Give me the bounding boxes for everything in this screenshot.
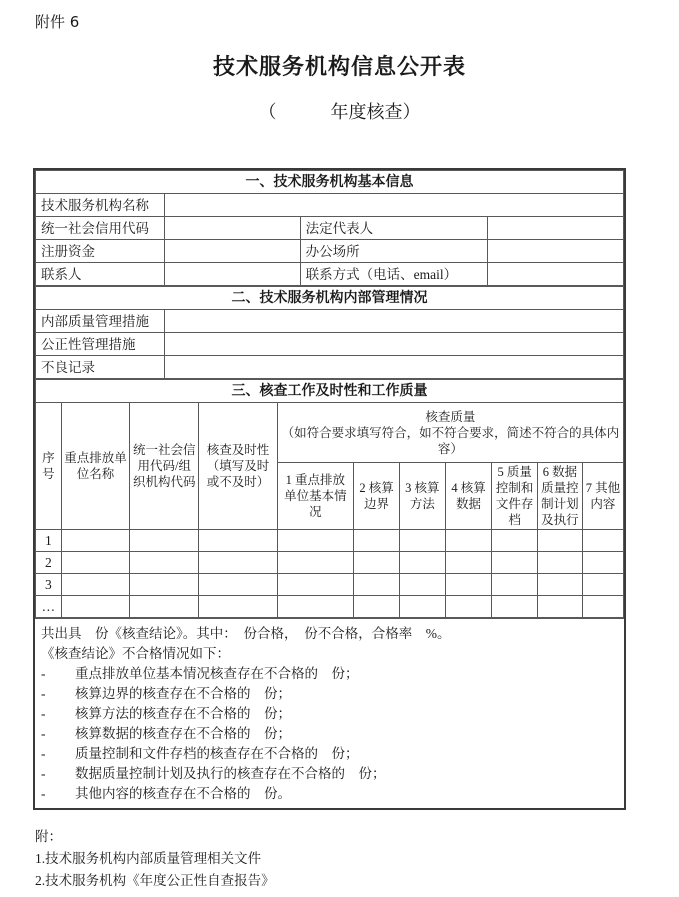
bullet-dash: - xyxy=(41,786,46,801)
empty-cell xyxy=(399,530,445,552)
bad-record-value-cell xyxy=(164,356,623,379)
subcol-data-header: 4 核算数据 xyxy=(445,463,491,530)
empty-cell xyxy=(445,530,491,552)
impartiality-measures-label: 公正性管理措施 xyxy=(36,333,165,356)
notes-title: 附： xyxy=(35,829,62,844)
col-unit-name-header: 重点排放单位名称 xyxy=(61,403,129,530)
summary-fail-intro: 《核查结论》不合格情况如下： xyxy=(41,646,230,661)
empty-cell xyxy=(354,596,400,618)
contact-info-value-cell xyxy=(488,263,624,286)
bullet-text: 核算边界的核查存在不合格的 份； xyxy=(75,686,291,701)
bad-record-label: 不良记录 xyxy=(36,356,165,379)
subcol-other-header: 7 其他内容 xyxy=(582,463,623,530)
section1-title: 一、技术服务机构基本信息 xyxy=(36,171,624,194)
bullet-text: 质量控制和文件存档的核查存在不合格的 份； xyxy=(75,746,359,761)
office-label: 办公场所 xyxy=(300,240,488,263)
empty-cell xyxy=(130,530,199,552)
section3-title: 三、核查工作及时性和工作质量 xyxy=(36,380,624,403)
quality-group-note: （如符合要求填写符合，如不符合要求，简述不符合的具体内容） xyxy=(281,425,620,456)
subcol-method-header: 3 核算方法 xyxy=(399,463,445,530)
table-row xyxy=(36,217,624,240)
bullet-dash: - xyxy=(41,746,46,761)
contact-label: 联系人 xyxy=(36,263,165,286)
empty-cell xyxy=(354,552,400,574)
empty-cell xyxy=(538,552,583,574)
quality-group-header xyxy=(277,403,623,463)
contact-info-label: 联系方式（电话、email） xyxy=(300,263,488,286)
page-subtitle: （ 年度核查） xyxy=(258,102,421,122)
capital-label: 注册资金 xyxy=(36,240,165,263)
subcol-boundary-header: 2 核算边界 xyxy=(354,463,400,530)
empty-cell xyxy=(277,552,353,574)
impartiality-measures-value-cell xyxy=(164,333,623,356)
bullet-dash: - xyxy=(41,686,46,701)
empty-cell xyxy=(538,596,583,618)
subcol-qc-archive-header: 5 质量控制和文件存档 xyxy=(492,463,538,530)
bullet-text: 重点排放单位基本情况核查存在不合格的 份； xyxy=(75,666,359,681)
bullet-text: 数据质量控制计划及执行的核查存在不合格的 份； xyxy=(75,766,386,781)
empty-cell xyxy=(445,574,491,596)
empty-cell xyxy=(61,530,129,552)
credit-code-label: 统一社会信用代码 xyxy=(36,217,165,240)
empty-cell xyxy=(199,596,277,618)
empty-cell xyxy=(538,574,583,596)
empty-cell xyxy=(277,574,353,596)
empty-cell xyxy=(277,596,353,618)
summary-bullet xyxy=(41,764,618,784)
empty-cell xyxy=(199,552,277,574)
notes-item: 1.技术服务机构内部质量管理相关文件 xyxy=(35,851,262,866)
table-row xyxy=(36,333,624,356)
row-number: 3 xyxy=(36,574,62,596)
empty-cell xyxy=(492,530,538,552)
table-row xyxy=(36,530,624,552)
table-row xyxy=(36,240,624,263)
legal-rep-label: 法定代表人 xyxy=(300,217,488,240)
bullet-text: 核算方法的核查存在不合格的 份； xyxy=(75,706,291,721)
col-seq-header: 序号 xyxy=(36,403,62,530)
section3-table xyxy=(35,379,624,618)
section2-title: 二、技术服务机构内部管理情况 xyxy=(36,287,624,310)
summary-bullet xyxy=(41,724,618,744)
empty-cell xyxy=(354,574,400,596)
section2-table xyxy=(35,286,624,379)
empty-cell xyxy=(445,552,491,574)
empty-cell xyxy=(538,530,583,552)
empty-cell xyxy=(130,552,199,574)
section1-table xyxy=(35,170,624,286)
subcol-dqc-plan-header: 6 数据质量控制计划及执行 xyxy=(538,463,583,530)
bullet-dash: - xyxy=(41,766,46,781)
empty-cell xyxy=(199,574,277,596)
bullet-dash: - xyxy=(41,666,46,681)
summary-bullet xyxy=(41,744,618,764)
bullet-dash: - xyxy=(41,726,46,741)
quality-group-title: 核查质量 xyxy=(425,409,476,424)
empty-cell xyxy=(130,596,199,618)
section2-header-row xyxy=(36,287,624,310)
quality-measures-label: 内部质量管理措施 xyxy=(36,310,165,333)
bullet-dash: - xyxy=(41,706,46,721)
empty-cell xyxy=(492,552,538,574)
empty-cell xyxy=(399,552,445,574)
empty-cell xyxy=(582,596,623,618)
empty-cell xyxy=(445,596,491,618)
summary-bullet xyxy=(41,664,618,684)
credit-code-value-cell xyxy=(164,217,300,240)
empty-cell xyxy=(277,530,353,552)
empty-cell xyxy=(130,574,199,596)
row-number: 1 xyxy=(36,530,62,552)
quality-measures-value-cell xyxy=(164,310,623,333)
empty-cell xyxy=(582,530,623,552)
table-row xyxy=(36,310,624,333)
summary-bullet xyxy=(41,684,618,704)
empty-cell xyxy=(582,574,623,596)
table-row xyxy=(36,194,624,217)
empty-cell xyxy=(61,552,129,574)
row-number: … xyxy=(36,596,62,618)
empty-cell xyxy=(354,530,400,552)
org-name-value-cell xyxy=(164,194,623,217)
summary-bullet xyxy=(41,784,618,804)
table-row xyxy=(36,263,624,286)
col-timeliness-header: 核查及时性（填写及时或不及时） xyxy=(199,403,277,530)
notes-item: 2.技术服务机构《年度公正性自查报告》 xyxy=(35,873,275,888)
office-value-cell xyxy=(488,240,624,263)
empty-cell xyxy=(199,530,277,552)
table-row xyxy=(36,356,624,379)
section1-header-row xyxy=(36,171,624,194)
empty-cell xyxy=(399,596,445,618)
bullet-text: 核算数据的核查存在不合格的 份； xyxy=(75,726,291,741)
attachment-label: 附件 6 xyxy=(35,13,80,31)
contact-value-cell xyxy=(164,263,300,286)
bullet-text: 其他内容的核查存在不合格的 份。 xyxy=(75,786,291,801)
org-name-label: 技术服务机构名称 xyxy=(36,194,165,217)
page-title: 技术服务机构信息公开表 xyxy=(212,55,466,80)
section3-header-row xyxy=(36,380,624,403)
empty-cell xyxy=(492,574,538,596)
empty-cell xyxy=(582,552,623,574)
verification-summary xyxy=(35,618,624,808)
empty-cell xyxy=(61,574,129,596)
table-row xyxy=(36,574,624,596)
capital-value-cell xyxy=(164,240,300,263)
table-row xyxy=(36,552,624,574)
col-code-header: 统一社会信用代码/组织机构代码 xyxy=(130,403,199,530)
empty-cell xyxy=(61,596,129,618)
summary-total-line: 共出具 份《核查结论》。其中： 份合格， 份不合格，合格率 %。 xyxy=(41,626,451,641)
subcol-unit-basic-header: 1 重点排放单位基本情况 xyxy=(277,463,353,530)
section3-columns-row xyxy=(36,403,624,463)
row-number: 2 xyxy=(36,552,62,574)
legal-rep-value-cell xyxy=(488,217,624,240)
table-row xyxy=(36,596,624,618)
empty-cell xyxy=(399,574,445,596)
summary-bullet xyxy=(41,704,618,724)
disclosure-form xyxy=(33,168,626,810)
attachments-note xyxy=(35,826,275,892)
empty-cell xyxy=(492,596,538,618)
